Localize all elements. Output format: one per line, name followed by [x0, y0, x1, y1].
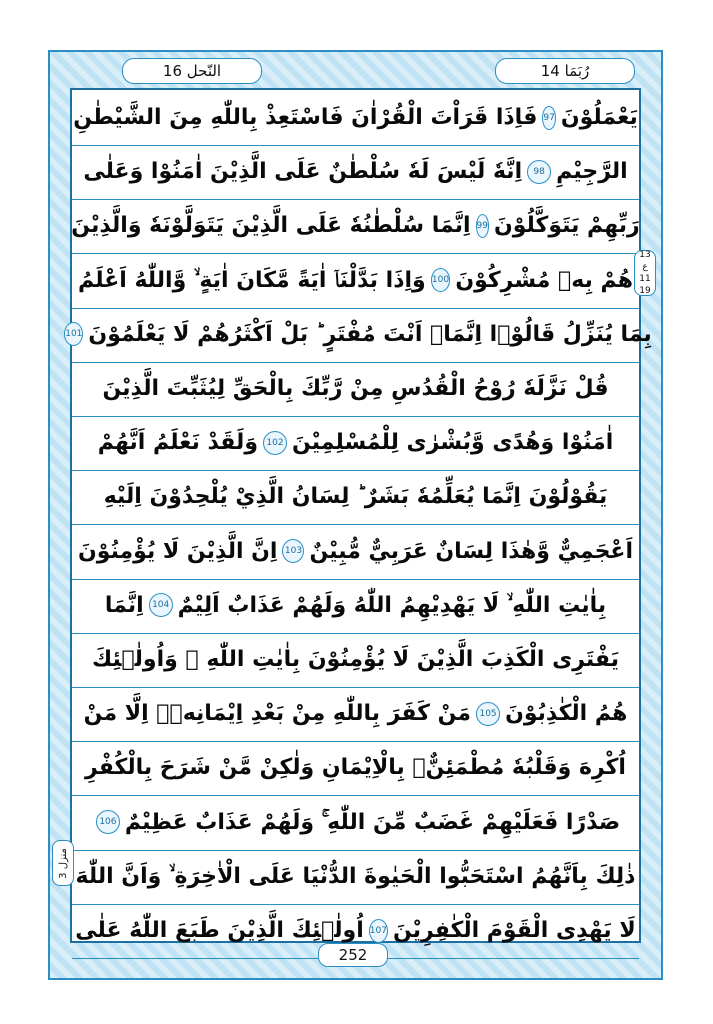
surah-name-label: النّحل 16 [122, 58, 262, 84]
verse-line [72, 578, 639, 634]
ayah-number-marker: 98 [527, 160, 551, 184]
verse-line [65, 307, 652, 363]
verse-line [72, 198, 639, 254]
verse-text: لَا يَهْدِى الْقَوْمَ الْكٰفِرِيْنَ [392, 918, 636, 943]
verse-line [72, 686, 639, 742]
verse-text: اَعْجَمِيٌّ وَّهٰذَا لِسَانٌ عَرَبِيٌّ مُّبِيْنٌ [309, 538, 633, 564]
verse-line [72, 144, 639, 200]
verse-text: اِنَّمَا سُلْطٰنُهٗ عَلَى الَّذِيْنَ يَتَوَلَّوْنَهٗ وَالَّذِيْنَ [71, 213, 471, 239]
verse-line [72, 469, 639, 525]
verse-line [72, 415, 639, 471]
verse-text: بِمَا يُنَزِّلُ قَالُوْۤا اِنَّمَاۤ اَنْتَ مُفْتَرٍ ؕ بَلْ اَكْثَرُهُمْ لَا يَعْلَمُوْنَ [88, 321, 652, 347]
manzil-marker [52, 840, 74, 886]
verse-text: اُكْرِهَ وَقَلْبُهٗ مُطْمَئِنٌّۢ بِالْاِيْمَانِ وَلٰكِنْ مَّنْ شَرَحَ بِالْكُفْرِ [85, 755, 626, 781]
verse-line [72, 849, 639, 905]
verse-text: صَدْرًا فَعَلَيْهِمْ غَضَبٌ مِّنَ اللّٰهِ ۚ وَلَهُمْ عَذَابٌ عَظِيْمٌ [124, 809, 621, 835]
verse-line [72, 361, 639, 417]
ayah-number-marker: 100 [431, 268, 451, 292]
verse-text: اِنَّ الَّذِيْنَ لَا يُؤْمِنُوْنَ [78, 538, 278, 564]
ayah-number-marker: 101 [64, 322, 83, 346]
verse-text: ذٰلِكَ بِاَنَّهُمُ اسْتَحَبُّوا الْحَيٰوةَ الدُّنْيَا عَلَى الْاٰخِرَةِ ۙ وَاَنَّ اللّٰهَ [75, 863, 636, 889]
verse-text: وَلَقَدْ نَعْلَمُ اَنَّهُمْ [97, 430, 258, 456]
ayah-number-marker: 107 [369, 919, 388, 943]
verse-text: وَاِذَا بَدَّلْنَاۤ اٰيَةً مَّكَانَ اٰيَةٍ ۙ وَّاللّٰهُ اَعْلَمُ [78, 267, 426, 293]
verse-text: اِنَّهٗ لَيْسَ لَهٗ سُلْطٰنٌ عَلَى الَّذِيْنَ اٰمَنُوْا وَعَلٰى [83, 159, 523, 185]
verse-text: قُلْ نَزَّلَهٗ رُوْحُ الْقُدُسِ مِنْ رَّبِّكَ بِالْحَقِّ لِيُثَبِّتَ الَّذِيْنَ [102, 376, 609, 401]
juz-name-label: رُبَمَا 14 [495, 58, 635, 84]
ayah-number-marker: 102 [263, 431, 287, 455]
verse-line [72, 253, 639, 309]
ayah-number-marker: 99 [476, 214, 489, 238]
verse-line [72, 90, 639, 146]
ayah-number-marker: 104 [149, 593, 173, 617]
verse-text: مَنْ كَفَرَ بِاللّٰهِ مِنْ بَعْدِ اِيْمَانِهٖۤ اِلَّا مَنْ [83, 701, 472, 727]
ruku-verses: 19 [639, 286, 651, 296]
ayah-number-marker: 105 [476, 702, 500, 726]
ruku-marker [634, 250, 656, 296]
verse-text: اُولٰۤئِكَ الَّذِيْنَ طَبَعَ اللّٰهُ عَلٰى [75, 918, 364, 943]
ayah-number-marker: 97 [542, 106, 555, 130]
ayah-number-marker: 106 [96, 810, 120, 834]
ruku-number: 13 [639, 250, 651, 260]
verse-line [72, 795, 639, 851]
verse-line [72, 632, 639, 688]
verse-text: يَعْمَلُوْنَ [560, 105, 638, 130]
verse-text: الرَّجِيْمِ [556, 159, 628, 185]
verse-text: اِنَّمَا [104, 592, 144, 618]
verse-text: رَبِّهِمْ يَتَوَكَّلُوْنَ [493, 213, 640, 239]
verse-text: هُمْ بِهٖ مُشْرِكُوْنَ [455, 267, 633, 293]
ayah-number-marker: 103 [282, 539, 304, 563]
manzil-label: منزل 3 [57, 847, 69, 879]
verse-text: يَفْتَرِى الْكَذِبَ الَّذِيْنَ لَا يُؤْمِنُوْنَ بِاٰيٰتِ اللّٰهِ ۚ وَاُولٰۤئِكَ [92, 647, 620, 672]
ruku-symbol: ع [642, 262, 648, 272]
verse-text: هُمُ الْكٰذِبُوْنَ [505, 701, 628, 727]
verse-text: فَاِذَا قَرَاْتَ الْقُرْاٰنَ فَاسْتَعِذْ بِاللّٰهِ مِنَ الشَّيْطٰنِ [73, 105, 538, 130]
verse-text: اٰمَنُوْا وَهُدًى وَّبُشْرٰى لِلْمُسْلِمِيْنَ [292, 430, 614, 456]
verse-text: يَقُوْلُوْنَ اِنَّمَا يُعَلِّمُهٗ بَشَرٌ ؕ لِسَانُ الَّذِيْ يُلْحِدُوْنَ اِلَيْهِ [103, 484, 608, 510]
page-number: 252 [318, 943, 388, 967]
verse-line [72, 740, 639, 796]
ruku-count: 11 [639, 274, 651, 284]
verse-line [72, 524, 639, 580]
verse-text: بِاٰيٰتِ اللّٰهِ ۙ لَا يَهْدِيْهِمُ اللّٰهُ وَلَهُمْ عَذَابٌ اَلِيْمٌ [177, 592, 607, 618]
